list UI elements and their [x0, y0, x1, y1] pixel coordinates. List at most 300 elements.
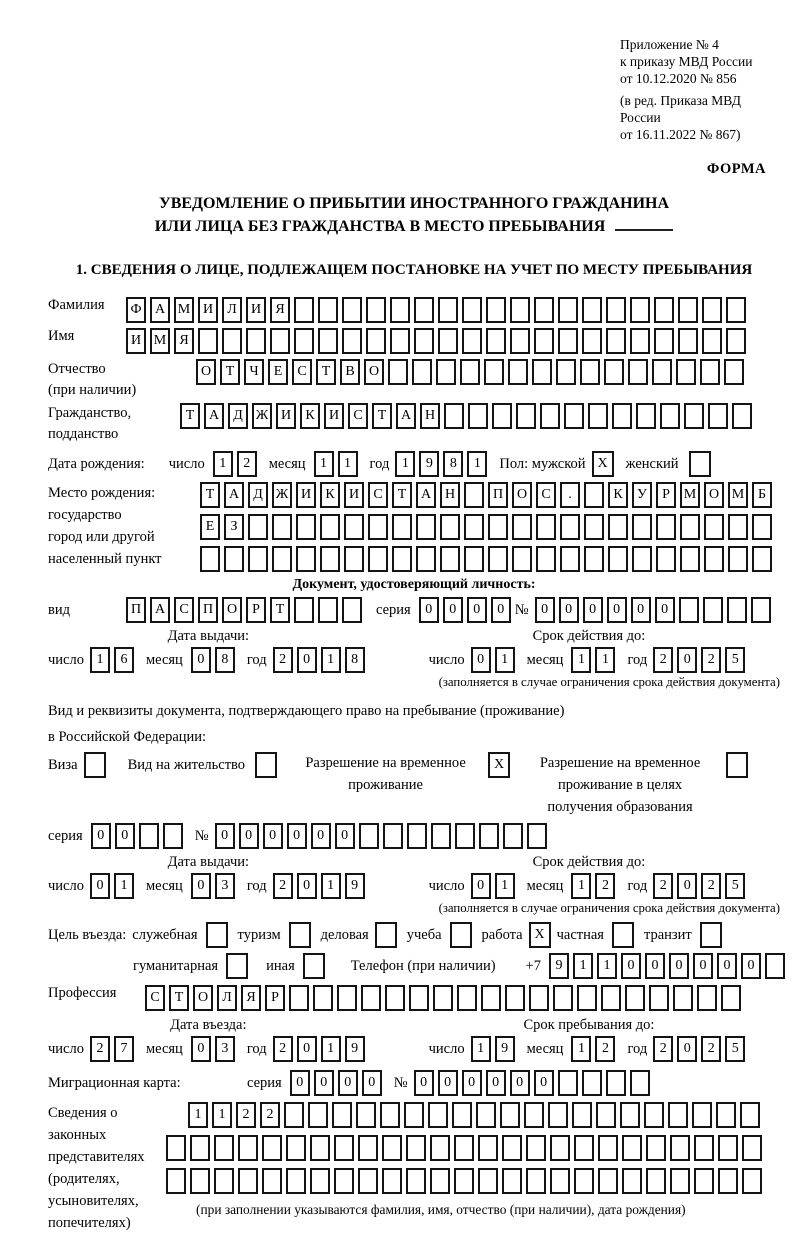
char-cell[interactable]	[752, 546, 772, 572]
char-cell[interactable]	[163, 823, 183, 849]
char-cell[interactable]	[620, 1102, 640, 1128]
char-cell[interactable]	[361, 985, 381, 1011]
char-cell[interactable]	[708, 403, 728, 429]
char-cell[interactable]	[704, 546, 724, 572]
char-cell[interactable]: 0	[655, 597, 675, 623]
char-cell[interactable]	[582, 1070, 602, 1096]
char-cell[interactable]	[536, 546, 556, 572]
char-cell[interactable]: Р	[656, 482, 676, 508]
purpose-tourism-checkbox[interactable]	[289, 922, 311, 948]
char-cell[interactable]	[550, 1135, 570, 1161]
char-cell[interactable]: 0	[677, 873, 697, 899]
char-cell[interactable]	[440, 546, 460, 572]
char-cell[interactable]	[433, 985, 453, 1011]
char-cell[interactable]	[668, 1102, 688, 1128]
char-cell[interactable]	[564, 403, 584, 429]
char-cell[interactable]	[558, 328, 578, 354]
char-cell[interactable]	[588, 403, 608, 429]
char-cell[interactable]	[190, 1135, 210, 1161]
char-cell[interactable]	[582, 297, 602, 323]
char-cell[interactable]	[676, 359, 696, 385]
char-cell[interactable]: 3	[215, 873, 235, 899]
char-cell[interactable]	[508, 359, 528, 385]
char-cell[interactable]: 1	[571, 873, 591, 899]
char-cell[interactable]: Л	[222, 297, 242, 323]
char-cell[interactable]	[656, 546, 676, 572]
char-cell[interactable]	[310, 1168, 330, 1194]
char-cell[interactable]	[214, 1135, 234, 1161]
char-cell[interactable]	[462, 297, 482, 323]
char-cell[interactable]: 1	[471, 1036, 491, 1062]
char-cell[interactable]	[608, 546, 628, 572]
char-cell[interactable]: Е	[200, 514, 220, 540]
char-cell[interactable]	[358, 1135, 378, 1161]
char-cell[interactable]	[700, 359, 720, 385]
char-cell[interactable]	[553, 985, 573, 1011]
char-cell[interactable]: 0	[239, 823, 259, 849]
char-cell[interactable]	[484, 359, 504, 385]
char-cell[interactable]: .	[560, 482, 580, 508]
char-cell[interactable]	[294, 297, 314, 323]
char-cell[interactable]: 1	[321, 647, 341, 673]
char-cell[interactable]: Л	[217, 985, 237, 1011]
char-cell[interactable]: 0	[491, 597, 511, 623]
char-cell[interactable]: 2	[237, 451, 257, 477]
char-cell[interactable]: Ж	[272, 482, 292, 508]
char-cell[interactable]	[534, 297, 554, 323]
char-cell[interactable]	[289, 985, 309, 1011]
char-cell[interactable]: 0	[191, 873, 211, 899]
char-cell[interactable]: К	[300, 403, 320, 429]
char-cell[interactable]: А	[416, 482, 436, 508]
char-cell[interactable]: 2	[236, 1102, 256, 1128]
temp-residence-checkbox[interactable]: X	[488, 752, 510, 778]
char-cell[interactable]: 0	[510, 1070, 530, 1096]
char-cell[interactable]: 9	[549, 953, 569, 979]
char-cell[interactable]	[558, 297, 578, 323]
char-cell[interactable]	[500, 1102, 520, 1128]
char-cell[interactable]	[308, 1102, 328, 1128]
char-cell[interactable]: С	[348, 403, 368, 429]
char-cell[interactable]: 0	[669, 953, 689, 979]
char-cell[interactable]	[344, 546, 364, 572]
char-cell[interactable]	[751, 597, 771, 623]
char-cell[interactable]	[238, 1168, 258, 1194]
char-cell[interactable]: 1	[467, 451, 487, 477]
char-cell[interactable]	[728, 546, 748, 572]
char-cell[interactable]	[679, 597, 699, 623]
char-cell[interactable]: Ж	[252, 403, 272, 429]
char-cell[interactable]	[526, 1168, 546, 1194]
char-cell[interactable]: Р	[265, 985, 285, 1011]
char-cell[interactable]	[368, 514, 388, 540]
char-cell[interactable]	[356, 1102, 376, 1128]
char-cell[interactable]	[492, 403, 512, 429]
char-cell[interactable]	[296, 514, 316, 540]
char-cell[interactable]	[454, 1168, 474, 1194]
char-cell[interactable]: З	[224, 514, 244, 540]
temp-residence-edu-checkbox[interactable]	[726, 752, 748, 778]
char-cell[interactable]: 7	[114, 1036, 134, 1062]
char-cell[interactable]: 0	[215, 823, 235, 849]
char-cell[interactable]: О	[222, 597, 242, 623]
purpose-official-checkbox[interactable]	[206, 922, 228, 948]
char-cell[interactable]	[390, 328, 410, 354]
char-cell[interactable]: С	[292, 359, 312, 385]
char-cell[interactable]	[438, 328, 458, 354]
char-cell[interactable]	[654, 328, 674, 354]
char-cell[interactable]	[222, 328, 242, 354]
char-cell[interactable]	[488, 514, 508, 540]
char-cell[interactable]: 2	[595, 1036, 615, 1062]
char-cell[interactable]: Т	[392, 482, 412, 508]
char-cell[interactable]: 0	[335, 823, 355, 849]
purpose-other-checkbox[interactable]	[303, 953, 325, 979]
char-cell[interactable]: С	[536, 482, 556, 508]
char-cell[interactable]: 0	[462, 1070, 482, 1096]
purpose-study-checkbox[interactable]	[450, 922, 472, 948]
char-cell[interactable]: 0	[115, 823, 135, 849]
char-cell[interactable]: 1	[571, 647, 591, 673]
char-cell[interactable]: 0	[471, 647, 491, 673]
char-cell[interactable]	[214, 1168, 234, 1194]
char-cell[interactable]	[342, 297, 362, 323]
char-cell[interactable]	[574, 1135, 594, 1161]
purpose-private-checkbox[interactable]	[612, 922, 634, 948]
char-cell[interactable]	[516, 403, 536, 429]
char-cell[interactable]	[601, 985, 621, 1011]
char-cell[interactable]: 0	[91, 823, 111, 849]
char-cell[interactable]: Ф	[126, 297, 146, 323]
char-cell[interactable]	[286, 1168, 306, 1194]
char-cell[interactable]: 2	[260, 1102, 280, 1128]
char-cell[interactable]	[320, 514, 340, 540]
char-cell[interactable]	[248, 546, 268, 572]
char-cell[interactable]	[368, 546, 388, 572]
char-cell[interactable]: 9	[345, 873, 365, 899]
char-cell[interactable]: 1	[495, 873, 515, 899]
char-cell[interactable]	[630, 297, 650, 323]
char-cell[interactable]	[765, 953, 785, 979]
char-cell[interactable]: 0	[486, 1070, 506, 1096]
char-cell[interactable]	[742, 1135, 762, 1161]
char-cell[interactable]: 0	[607, 597, 627, 623]
char-cell[interactable]	[598, 1168, 618, 1194]
char-cell[interactable]	[385, 985, 405, 1011]
char-cell[interactable]	[646, 1168, 666, 1194]
char-cell[interactable]	[580, 359, 600, 385]
char-cell[interactable]	[318, 328, 338, 354]
char-cell[interactable]	[726, 328, 746, 354]
char-cell[interactable]: 0	[90, 873, 110, 899]
char-cell[interactable]: 1	[597, 953, 617, 979]
char-cell[interactable]	[718, 1168, 738, 1194]
purpose-work-checkbox[interactable]: X	[529, 922, 551, 948]
char-cell[interactable]	[505, 985, 525, 1011]
char-cell[interactable]	[486, 328, 506, 354]
char-cell[interactable]	[572, 1102, 592, 1128]
char-cell[interactable]: И	[344, 482, 364, 508]
char-cell[interactable]	[529, 985, 549, 1011]
char-cell[interactable]: 2	[701, 1036, 721, 1062]
char-cell[interactable]: 0	[297, 873, 317, 899]
char-cell[interactable]	[334, 1135, 354, 1161]
char-cell[interactable]	[670, 1168, 690, 1194]
char-cell[interactable]	[532, 359, 552, 385]
char-cell[interactable]	[560, 514, 580, 540]
char-cell[interactable]	[246, 328, 266, 354]
char-cell[interactable]: 3	[215, 1036, 235, 1062]
char-cell[interactable]	[680, 514, 700, 540]
char-cell[interactable]	[577, 985, 597, 1011]
char-cell[interactable]	[460, 359, 480, 385]
char-cell[interactable]	[560, 546, 580, 572]
char-cell[interactable]: 8	[215, 647, 235, 673]
char-cell[interactable]: И	[324, 403, 344, 429]
char-cell[interactable]	[139, 823, 159, 849]
char-cell[interactable]: Т	[169, 985, 189, 1011]
char-cell[interactable]: 0	[191, 647, 211, 673]
char-cell[interactable]	[238, 1135, 258, 1161]
char-cell[interactable]	[404, 1102, 424, 1128]
char-cell[interactable]	[702, 328, 722, 354]
char-cell[interactable]	[296, 546, 316, 572]
char-cell[interactable]	[464, 482, 484, 508]
char-cell[interactable]	[478, 1168, 498, 1194]
char-cell[interactable]	[284, 1102, 304, 1128]
char-cell[interactable]	[320, 546, 340, 572]
char-cell[interactable]	[678, 328, 698, 354]
char-cell[interactable]: 0	[419, 597, 439, 623]
char-cell[interactable]	[359, 823, 379, 849]
char-cell[interactable]	[724, 359, 744, 385]
char-cell[interactable]	[412, 359, 432, 385]
char-cell[interactable]	[414, 297, 434, 323]
char-cell[interactable]	[390, 297, 410, 323]
char-cell[interactable]: 0	[583, 597, 603, 623]
purpose-humanitarian-checkbox[interactable]	[226, 953, 248, 979]
char-cell[interactable]	[344, 514, 364, 540]
char-cell[interactable]	[488, 546, 508, 572]
char-cell[interactable]: 0	[297, 1036, 317, 1062]
char-cell[interactable]: Т	[180, 403, 200, 429]
char-cell[interactable]	[380, 1102, 400, 1128]
char-cell[interactable]	[454, 1135, 474, 1161]
char-cell[interactable]	[584, 546, 604, 572]
char-cell[interactable]	[606, 297, 626, 323]
char-cell[interactable]: П	[488, 482, 508, 508]
char-cell[interactable]: О	[364, 359, 384, 385]
char-cell[interactable]: 0	[645, 953, 665, 979]
char-cell[interactable]	[190, 1168, 210, 1194]
char-cell[interactable]: И	[198, 297, 218, 323]
char-cell[interactable]: 0	[443, 597, 463, 623]
char-cell[interactable]	[732, 403, 752, 429]
char-cell[interactable]	[680, 546, 700, 572]
char-cell[interactable]	[366, 328, 386, 354]
char-cell[interactable]: 1	[90, 647, 110, 673]
char-cell[interactable]: 5	[725, 873, 745, 899]
char-cell[interactable]: 2	[701, 647, 721, 673]
char-cell[interactable]: 2	[595, 873, 615, 899]
char-cell[interactable]	[721, 985, 741, 1011]
char-cell[interactable]: 0	[287, 823, 307, 849]
char-cell[interactable]	[652, 359, 672, 385]
char-cell[interactable]	[479, 823, 499, 849]
char-cell[interactable]	[476, 1102, 496, 1128]
char-cell[interactable]: И	[296, 482, 316, 508]
char-cell[interactable]	[673, 985, 693, 1011]
char-cell[interactable]	[510, 328, 530, 354]
char-cell[interactable]	[694, 1168, 714, 1194]
char-cell[interactable]	[703, 597, 723, 623]
char-cell[interactable]	[358, 1168, 378, 1194]
char-cell[interactable]	[644, 1102, 664, 1128]
char-cell[interactable]: 0	[311, 823, 331, 849]
char-cell[interactable]	[436, 359, 456, 385]
char-cell[interactable]: П	[198, 597, 218, 623]
char-cell[interactable]: Т	[270, 597, 290, 623]
char-cell[interactable]	[536, 514, 556, 540]
char-cell[interactable]: 2	[653, 873, 673, 899]
char-cell[interactable]	[742, 1168, 762, 1194]
char-cell[interactable]: 1	[495, 647, 515, 673]
sex-male-checkbox[interactable]: X	[592, 451, 614, 477]
purpose-business-checkbox[interactable]	[375, 922, 397, 948]
char-cell[interactable]	[752, 514, 772, 540]
char-cell[interactable]	[556, 359, 576, 385]
char-cell[interactable]: 1	[314, 451, 334, 477]
char-cell[interactable]	[464, 514, 484, 540]
char-cell[interactable]	[548, 1102, 568, 1128]
char-cell[interactable]	[392, 514, 412, 540]
char-cell[interactable]: М	[728, 482, 748, 508]
char-cell[interactable]: Н	[420, 403, 440, 429]
char-cell[interactable]	[431, 823, 451, 849]
char-cell[interactable]	[502, 1135, 522, 1161]
char-cell[interactable]	[632, 514, 652, 540]
char-cell[interactable]	[455, 823, 475, 849]
char-cell[interactable]: В	[340, 359, 360, 385]
purpose-transit-checkbox[interactable]	[700, 922, 722, 948]
char-cell[interactable]: И	[126, 328, 146, 354]
char-cell[interactable]	[409, 985, 429, 1011]
char-cell[interactable]: 0	[534, 1070, 554, 1096]
char-cell[interactable]	[646, 1135, 666, 1161]
char-cell[interactable]	[510, 297, 530, 323]
char-cell[interactable]: Н	[440, 482, 460, 508]
char-cell[interactable]: 0	[741, 953, 761, 979]
char-cell[interactable]: 2	[701, 873, 721, 899]
char-cell[interactable]: 0	[535, 597, 555, 623]
char-cell[interactable]	[342, 328, 362, 354]
char-cell[interactable]	[630, 1070, 650, 1096]
char-cell[interactable]	[444, 403, 464, 429]
char-cell[interactable]	[332, 1102, 352, 1128]
char-cell[interactable]: 0	[621, 953, 641, 979]
char-cell[interactable]	[428, 1102, 448, 1128]
sex-female-checkbox[interactable]	[689, 451, 711, 477]
char-cell[interactable]: А	[396, 403, 416, 429]
char-cell[interactable]	[407, 823, 427, 849]
char-cell[interactable]: 0	[471, 873, 491, 899]
char-cell[interactable]: О	[512, 482, 532, 508]
char-cell[interactable]	[366, 297, 386, 323]
char-cell[interactable]	[416, 514, 436, 540]
char-cell[interactable]: 1	[571, 1036, 591, 1062]
char-cell[interactable]: Б	[752, 482, 772, 508]
char-cell[interactable]: 9	[495, 1036, 515, 1062]
char-cell[interactable]	[334, 1168, 354, 1194]
char-cell[interactable]	[406, 1168, 426, 1194]
char-cell[interactable]	[342, 597, 362, 623]
char-cell[interactable]	[630, 328, 650, 354]
char-cell[interactable]	[702, 297, 722, 323]
char-cell[interactable]: Т	[316, 359, 336, 385]
char-cell[interactable]	[440, 514, 460, 540]
visa-checkbox[interactable]	[84, 752, 106, 778]
char-cell[interactable]	[464, 546, 484, 572]
char-cell[interactable]	[502, 1168, 522, 1194]
char-cell[interactable]: 9	[419, 451, 439, 477]
char-cell[interactable]	[526, 1135, 546, 1161]
char-cell[interactable]: 1	[395, 451, 415, 477]
char-cell[interactable]: Д	[228, 403, 248, 429]
char-cell[interactable]	[318, 597, 338, 623]
char-cell[interactable]	[272, 514, 292, 540]
char-cell[interactable]: А	[150, 597, 170, 623]
char-cell[interactable]: С	[174, 597, 194, 623]
char-cell[interactable]: А	[204, 403, 224, 429]
char-cell[interactable]	[416, 546, 436, 572]
char-cell[interactable]: 0	[693, 953, 713, 979]
char-cell[interactable]	[608, 514, 628, 540]
char-cell[interactable]: Т	[220, 359, 240, 385]
char-cell[interactable]: И	[276, 403, 296, 429]
char-cell[interactable]	[198, 328, 218, 354]
char-cell[interactable]: 5	[725, 647, 745, 673]
char-cell[interactable]	[622, 1135, 642, 1161]
char-cell[interactable]: 0	[677, 647, 697, 673]
char-cell[interactable]: Д	[248, 482, 268, 508]
char-cell[interactable]: 1	[338, 451, 358, 477]
char-cell[interactable]: 0	[290, 1070, 310, 1096]
char-cell[interactable]: 6	[114, 647, 134, 673]
char-cell[interactable]: М	[680, 482, 700, 508]
char-cell[interactable]	[656, 514, 676, 540]
char-cell[interactable]	[414, 328, 434, 354]
char-cell[interactable]	[310, 1135, 330, 1161]
char-cell[interactable]	[262, 1135, 282, 1161]
char-cell[interactable]	[166, 1135, 186, 1161]
char-cell[interactable]: 1	[573, 953, 593, 979]
char-cell[interactable]: Я	[270, 297, 290, 323]
char-cell[interactable]	[406, 1135, 426, 1161]
char-cell[interactable]	[313, 985, 333, 1011]
char-cell[interactable]: К	[608, 482, 628, 508]
char-cell[interactable]: 2	[273, 873, 293, 899]
char-cell[interactable]	[584, 482, 604, 508]
char-cell[interactable]: 0	[438, 1070, 458, 1096]
char-cell[interactable]	[452, 1102, 472, 1128]
char-cell[interactable]	[383, 823, 403, 849]
char-cell[interactable]	[625, 985, 645, 1011]
char-cell[interactable]	[486, 297, 506, 323]
char-cell[interactable]	[512, 546, 532, 572]
char-cell[interactable]: 1	[321, 1036, 341, 1062]
char-cell[interactable]: 5	[725, 1036, 745, 1062]
char-cell[interactable]	[318, 297, 338, 323]
